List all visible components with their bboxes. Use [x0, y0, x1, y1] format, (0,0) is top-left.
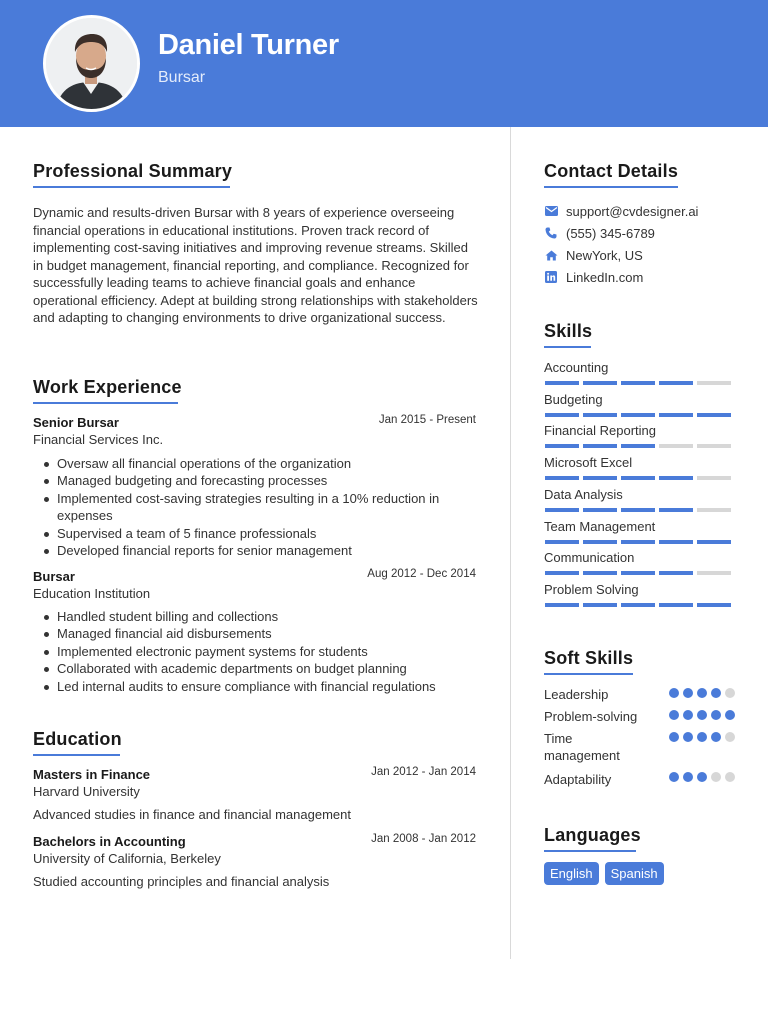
skill-segment-filled [621, 476, 655, 480]
home-icon [544, 248, 558, 262]
contact-email-text: support@cvdesigner.ai [566, 203, 699, 219]
job-bullets [33, 455, 478, 559]
rating-dot-empty [711, 772, 721, 782]
soft-skill-name: Time management [544, 731, 620, 763]
skill-segment-filled [583, 444, 617, 448]
rating-dot-filled [683, 710, 693, 720]
skill-segment-filled [545, 603, 579, 607]
rating-dot-filled [683, 688, 693, 698]
skill-segment-filled [583, 413, 617, 417]
skill-segment-empty [697, 508, 731, 512]
languages-underline [544, 850, 636, 852]
skill-segment-filled [621, 413, 655, 417]
skill-segment-empty [697, 571, 731, 575]
rating-dot-filled [711, 710, 721, 720]
soft-skill-rating [669, 772, 735, 782]
skill-segment-filled [621, 571, 655, 575]
bullet-item: Managed budgeting and forecasting processes [33, 472, 478, 489]
skill-name: Accounting [544, 360, 609, 375]
skill-name: Budgeting [544, 392, 603, 407]
skill-segment-filled [659, 540, 693, 544]
soft-skills-underline [544, 673, 633, 675]
summary-heading: Professional Summary [33, 161, 233, 181]
soft-skill-name: Leadership [544, 687, 609, 702]
skill-segment-filled [659, 571, 693, 575]
skill-segment-filled [583, 603, 617, 607]
bullet-item: Implemented cost-saving strategies resulting in a 10% reduction in expenses [33, 490, 478, 525]
skill-segment-filled [621, 603, 655, 607]
language-badge: Spanish [605, 862, 664, 885]
skill-name: Data Analysis [544, 487, 623, 502]
skills-underline [544, 346, 591, 348]
skill-segment-filled [659, 603, 693, 607]
skill-segment-empty [697, 381, 731, 385]
soft-skills-heading: Soft Skills [544, 648, 634, 668]
skill-level-bar [545, 381, 731, 385]
skill-level-bar [545, 508, 731, 512]
soft-skill-name: Problem-solving [544, 709, 638, 724]
bullet-item: Managed financial aid disbursements [33, 625, 478, 642]
education-date: Jan 2008 - Jan 2012 [371, 833, 476, 845]
skill-segment-filled [545, 540, 579, 544]
rating-dot-filled [697, 688, 707, 698]
skill-segment-filled [659, 381, 693, 385]
rating-dot-empty [725, 772, 735, 782]
skill-segment-filled [659, 413, 693, 417]
phone-icon [544, 226, 558, 240]
skill-name: Microsoft Excel [544, 455, 633, 470]
linkedin-icon [544, 270, 558, 284]
soft-skill-rating [669, 732, 735, 742]
rating-dot-filled [697, 732, 707, 742]
rating-dot-filled [669, 732, 679, 742]
school-name: University of California, Berkeley [33, 851, 221, 866]
contact-heading: Contact Details [544, 161, 679, 181]
skill-segment-empty [697, 444, 731, 448]
skill-segment-filled [583, 476, 617, 480]
skill-segment-filled [583, 540, 617, 544]
rating-dot-empty [725, 688, 735, 698]
skill-level-bar [545, 413, 731, 417]
education-underline [33, 754, 120, 756]
skill-segment-filled [545, 571, 579, 575]
contact-email[interactable] [544, 203, 698, 219]
candidate-name: Daniel Turner [158, 29, 339, 61]
education-date: Jan 2012 - Jan 2014 [371, 766, 476, 778]
job-organization: Education Institution [33, 586, 151, 601]
job-organization: Financial Services Inc. [33, 432, 164, 447]
bullet-item: Handled student billing and collections [33, 608, 478, 625]
education-description: Advanced studies in finance and financial management [33, 807, 351, 822]
job-title: Bursar [33, 569, 75, 584]
skill-name: Communication [544, 550, 635, 565]
skill-segment-filled [545, 508, 579, 512]
envelope-icon [544, 204, 558, 218]
job-date: Jan 2015 - Present [378, 414, 476, 426]
education-description: Studied accounting principles and financial analysis [33, 874, 330, 889]
rating-dot-filled [725, 710, 735, 720]
contact-phone[interactable] [544, 225, 655, 241]
degree-title: Masters in Finance [33, 767, 151, 782]
rating-dot-filled [697, 772, 707, 782]
rating-dot-filled [669, 772, 679, 782]
education-heading: Education [33, 729, 122, 749]
skill-level-bar [545, 603, 731, 607]
school-name: Harvard University [33, 784, 140, 799]
skill-level-bar [545, 444, 731, 448]
skill-segment-filled [697, 413, 731, 417]
language-badge: English [544, 862, 599, 885]
rating-dot-filled [683, 732, 693, 742]
rating-dot-filled [683, 772, 693, 782]
soft-skill-name: Adaptability [544, 772, 612, 787]
job-date: Aug 2012 - Dec 2014 [367, 568, 476, 580]
bullet-item: Collaborated with academic departments on budget planning [33, 660, 478, 677]
rating-dot-filled [669, 688, 679, 698]
skill-segment-filled [621, 444, 655, 448]
skill-level-bar [545, 476, 731, 480]
contact-location [544, 247, 643, 263]
skill-name: Team Management [544, 519, 656, 534]
skill-segment-filled [697, 540, 731, 544]
languages-list [544, 862, 664, 885]
contact-underline [544, 186, 678, 188]
rating-dot-filled [711, 688, 721, 698]
languages-heading: Languages [544, 825, 641, 845]
skill-segment-filled [545, 413, 579, 417]
skill-segment-filled [545, 381, 579, 385]
skill-segment-filled [659, 508, 693, 512]
job-title: Senior Bursar [33, 415, 119, 430]
skill-segment-filled [659, 476, 693, 480]
skill-segment-filled [545, 444, 579, 448]
rating-dot-filled [697, 710, 707, 720]
skill-segment-filled [583, 508, 617, 512]
skill-name: Financial Reporting [544, 423, 657, 438]
contact-linkedin-text: LinkedIn.com [566, 269, 644, 285]
soft-skill-rating [669, 710, 735, 720]
contact-phone-text: (555) 345-6789 [566, 225, 655, 241]
skill-segment-filled [583, 381, 617, 385]
job-bullets [33, 608, 478, 695]
rating-dot-filled [669, 710, 679, 720]
bullet-item: Supervised a team of 5 finance professionals [33, 525, 478, 542]
profile-photo [43, 15, 140, 112]
skill-segment-filled [545, 476, 579, 480]
work-underline [33, 402, 178, 404]
bullet-item: Oversaw all financial operations of the organization [33, 455, 478, 472]
contact-location-text: NewYork, US [566, 247, 643, 263]
resume-header [0, 0, 768, 127]
skill-segment-filled [621, 381, 655, 385]
skill-segment-empty [659, 444, 693, 448]
skill-segment-filled [583, 571, 617, 575]
contact-linkedin[interactable] [544, 269, 643, 285]
bullet-item: Led internal audits to ensure compliance with financial regulations [33, 678, 478, 695]
skill-level-bar [545, 540, 731, 544]
skill-segment-filled [621, 540, 655, 544]
skills-heading: Skills [544, 321, 593, 341]
skill-name: Problem Solving [544, 582, 639, 597]
column-divider [510, 127, 511, 959]
summary-underline [33, 186, 230, 188]
rating-dot-filled [711, 732, 721, 742]
skill-level-bar [545, 571, 731, 575]
summary-text: Dynamic and results-driven Bursar with 8 years of experience overseeing financial operations in educational institutions. Proven track record of implementing cost-saving initiatives and improving revenue streams. Skilled in budget management, financial reporting, and compliance. Recognized for successfully leading teams to achieve financial goals and enhance operational efficiency. Adept at building strong relationships with stakeholders and adapting to changing environments to drive organizational success. [33, 205, 478, 325]
bullet-item: Implemented electronic payment systems for students [33, 643, 478, 660]
skill-segment-filled [697, 603, 731, 607]
degree-title: Bachelors in Accounting [33, 834, 186, 849]
bullet-item: Developed financial reports for senior management [33, 542, 478, 559]
skill-segment-filled [621, 508, 655, 512]
soft-skill-rating [669, 688, 735, 698]
candidate-title: Bursar [158, 69, 206, 86]
rating-dot-empty [725, 732, 735, 742]
work-heading: Work Experience [33, 377, 182, 397]
skill-segment-empty [697, 476, 731, 480]
